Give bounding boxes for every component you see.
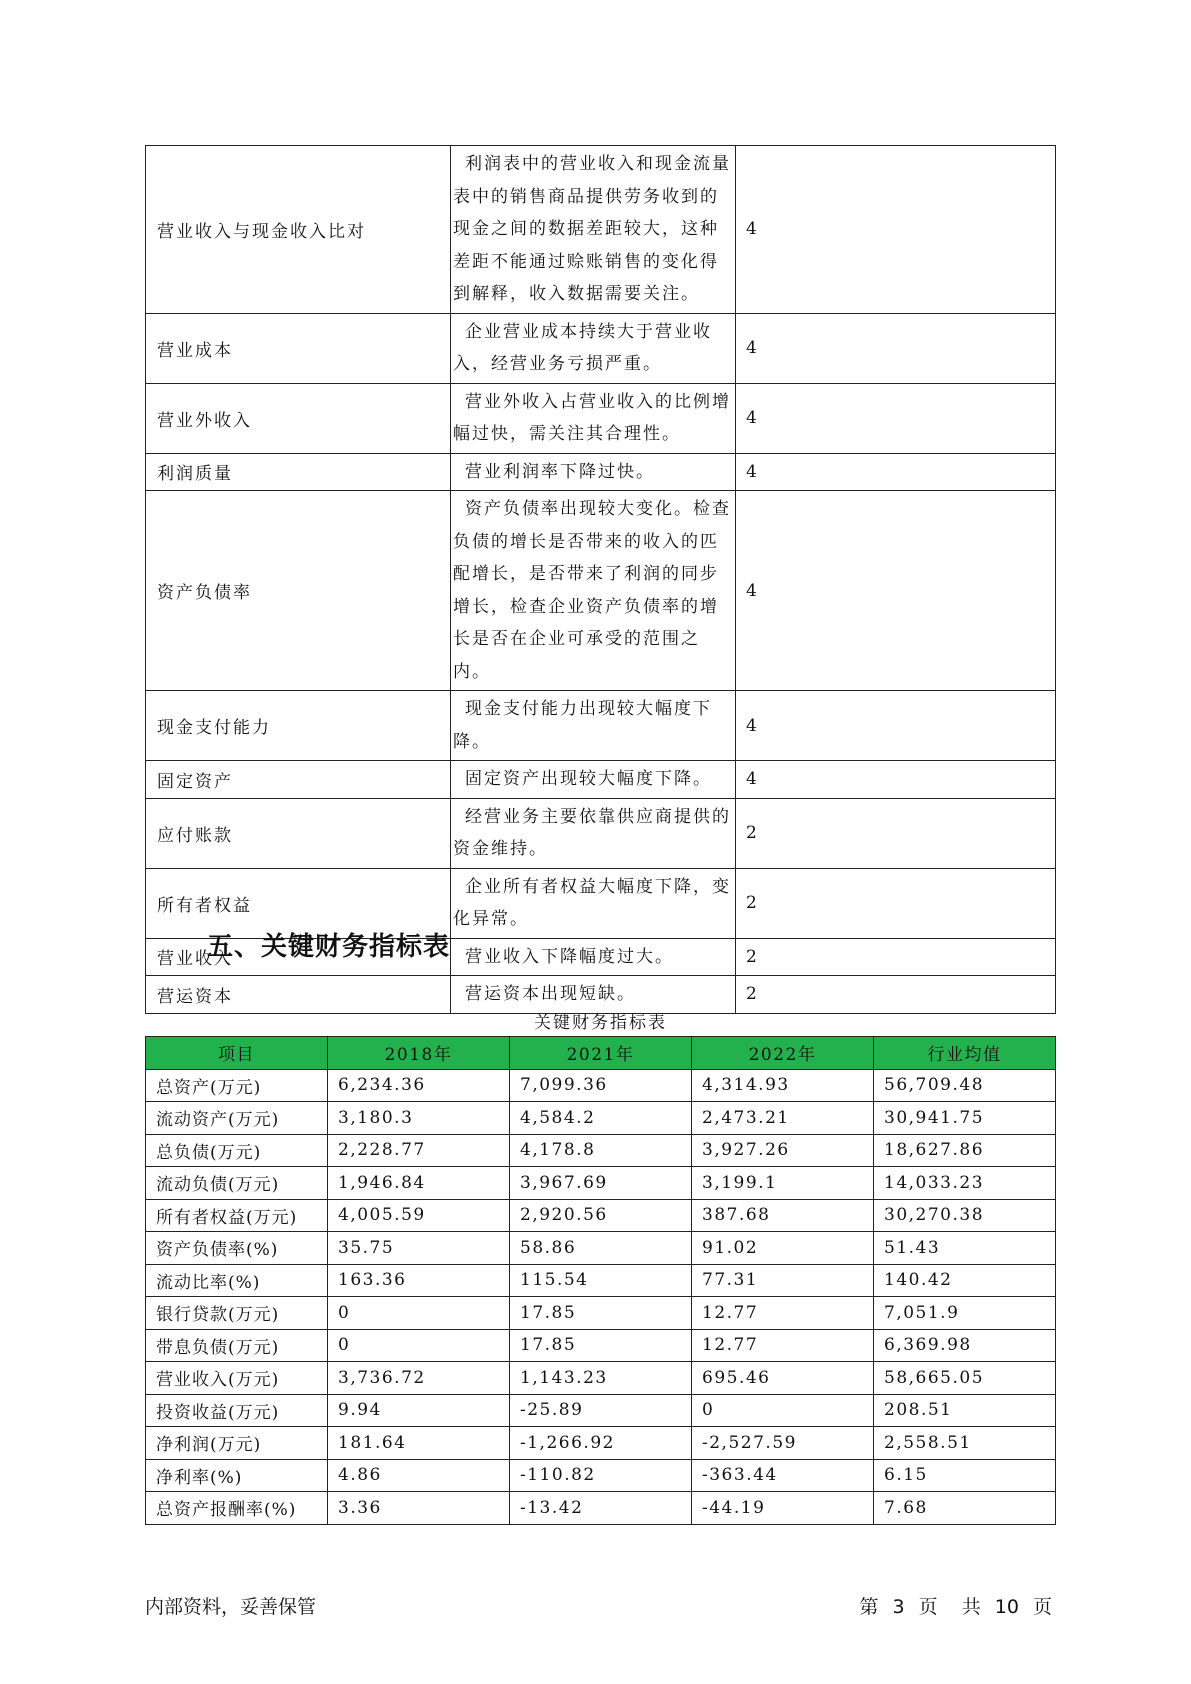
table-row (146, 1069, 1056, 1102)
risk-item: 现金支付能力 (146, 691, 451, 761)
risk-description-text: 企业营业成本持续大于营业收入，经营业务亏损严重。 (453, 321, 712, 374)
risk-description (451, 798, 736, 868)
table-cell: -44.19 (692, 1492, 874, 1525)
risk-description (451, 313, 736, 383)
table-row (146, 313, 1056, 383)
risk-description-text: 固定资产出现较大幅度下降。 (465, 769, 712, 789)
column-header: 2021年 (510, 1037, 692, 1070)
table-cell: 17.85 (510, 1297, 692, 1330)
row-label: 流动负债(万元) (146, 1167, 328, 1200)
table-cell: 1,143.23 (510, 1362, 692, 1395)
table-cell: 91.02 (692, 1232, 874, 1265)
table-cell: 17.85 (510, 1329, 692, 1362)
page-label: 第 (859, 1596, 879, 1618)
table-cell: 181.64 (328, 1427, 510, 1460)
table-cell: -2,527.59 (692, 1427, 874, 1460)
table-row (146, 1102, 1056, 1135)
table-cell: 4,584.2 (510, 1102, 692, 1135)
risk-item: 营运资本 (146, 976, 451, 1014)
risk-table-body (146, 146, 1056, 1014)
table-cell: 0 (328, 1329, 510, 1362)
risk-score: 2 (736, 798, 1056, 868)
risk-item: 利润质量 (146, 453, 451, 491)
risk-item: 营业成本 (146, 313, 451, 383)
table-cell: 2,473.21 (692, 1102, 874, 1135)
table-row (146, 1199, 1056, 1232)
table-cell: 14,033.23 (874, 1167, 1056, 1200)
risk-description-text: 企业所有者权益大幅度下降，变化异常。 (453, 876, 731, 929)
risk-score: 4 (736, 383, 1056, 453)
row-label: 投资收益(万元) (146, 1394, 328, 1427)
risk-description (451, 691, 736, 761)
table-cell: 77.31 (692, 1264, 874, 1297)
row-label: 总负债(万元) (146, 1134, 328, 1167)
risk-score: 2 (736, 868, 1056, 938)
table-cell: -25.89 (510, 1394, 692, 1427)
risk-item: 营业外收入 (146, 383, 451, 453)
table-row (146, 1232, 1056, 1265)
table-cell: 58,665.05 (874, 1362, 1056, 1395)
risk-item: 应付账款 (146, 798, 451, 868)
risk-description (451, 453, 736, 491)
risk-description-text: 营业收入下降幅度过大。 (465, 946, 674, 967)
table-cell: 3,180.3 (328, 1102, 510, 1135)
table-cell: 7,051.9 (874, 1297, 1056, 1330)
table-cell: 163.36 (328, 1264, 510, 1297)
table-row (146, 146, 1056, 314)
risk-score: 4 (736, 761, 1056, 799)
row-label: 资产负债率(%) (146, 1232, 328, 1265)
page-number (855, 1592, 1056, 1619)
page-label: 页 (918, 1596, 938, 1618)
table-cell: 0 (692, 1394, 874, 1427)
table-cell: 51.43 (874, 1232, 1056, 1265)
risk-description-text: 营业外收入占营业收入的比例增幅过快，需关注其合理性。 (453, 391, 731, 444)
risk-description-text: 资产负债率出现较大变化。检查负债的增长是否带来的收入的匹配增长，是否带来了利润的同步增长，检查企业资产负债率的增长是否在企业可承受的范围之内。 (453, 499, 731, 682)
risk-item: 资产负债率 (146, 491, 451, 691)
total-pages: 10 (994, 1596, 1019, 1618)
risk-description (451, 761, 736, 799)
risk-score: 2 (736, 938, 1056, 976)
current-page: 3 (892, 1596, 905, 1618)
table-cell: 6,234.36 (328, 1069, 510, 1102)
table-row (146, 1264, 1056, 1297)
risk-item: 所有者权益 (146, 868, 451, 938)
financial-indicators-table (145, 1036, 1056, 1525)
table-cell: 12.77 (692, 1297, 874, 1330)
table-cell: 9.94 (328, 1394, 510, 1427)
confidential-note: 内部资料，妥善保管 (145, 1596, 317, 1618)
table-row (146, 1329, 1056, 1362)
page-label: 页 (1032, 1596, 1052, 1618)
table-row (146, 383, 1056, 453)
table-cell: 56,709.48 (874, 1069, 1056, 1102)
table-row (146, 1459, 1056, 1492)
column-header: 2018年 (328, 1037, 510, 1070)
risk-score: 4 (736, 691, 1056, 761)
section-heading: 五、关键财务指标表 (207, 932, 451, 962)
column-header: 项目 (146, 1037, 328, 1070)
table-row (146, 1492, 1056, 1525)
row-label: 净利率(%) (146, 1459, 328, 1492)
risk-item: 固定资产 (146, 761, 451, 799)
table-cell: 115.54 (510, 1264, 692, 1297)
table-row (146, 1297, 1056, 1330)
risk-item: 营业收入与现金收入比对 (146, 146, 451, 314)
table-row (146, 491, 1056, 691)
table-header-row (146, 1037, 1056, 1070)
row-label: 流动比率(%) (146, 1264, 328, 1297)
table-row (146, 691, 1056, 761)
table-cell: 7,099.36 (510, 1069, 692, 1102)
table-row (146, 1394, 1056, 1427)
row-label: 营业收入(万元) (146, 1362, 328, 1395)
risk-description-text: 经营业务主要依靠供应商提供的资金维持。 (453, 806, 731, 859)
table-cell: 4.86 (328, 1459, 510, 1492)
table-cell: 3,927.26 (692, 1134, 874, 1167)
risk-description (451, 491, 736, 691)
table-cell: 1,946.84 (328, 1167, 510, 1200)
table-cell: 387.68 (692, 1199, 874, 1232)
table-cell: 2,228.77 (328, 1134, 510, 1167)
table-cell: 4,178.8 (510, 1134, 692, 1167)
risk-description (451, 938, 736, 976)
risk-description-text: 营业利润率下降过快。 (465, 461, 655, 482)
row-label: 银行贷款(万元) (146, 1297, 328, 1330)
table-cell: -1,266.92 (510, 1427, 692, 1460)
table-cell: 6.15 (874, 1459, 1056, 1492)
table-cell: 3,967.69 (510, 1167, 692, 1200)
table-cell: -13.42 (510, 1492, 692, 1525)
risk-score: 2 (736, 976, 1056, 1014)
risk-score: 4 (736, 491, 1056, 691)
risk-description-text: 营运资本出现短缺。 (465, 984, 636, 1004)
table-cell: 0 (328, 1297, 510, 1330)
table-cell: 35.75 (328, 1232, 510, 1265)
table-cell: 3,736.72 (328, 1362, 510, 1395)
table-cell: 7.68 (874, 1492, 1056, 1525)
table-cell: 12.77 (692, 1329, 874, 1362)
row-label: 带息负债(万元) (146, 1329, 328, 1362)
table-row (146, 1362, 1056, 1395)
table-cell: 4,005.59 (328, 1199, 510, 1232)
table-row (146, 453, 1056, 491)
table-row (146, 1167, 1056, 1200)
row-label: 总资产(万元) (146, 1069, 328, 1102)
table-cell: 208.51 (874, 1394, 1056, 1427)
table-cell: 3.36 (328, 1492, 510, 1525)
table-cell: 2,558.51 (874, 1427, 1056, 1460)
table-row (146, 1427, 1056, 1460)
risk-description (451, 146, 736, 314)
row-label: 总资产报酬率(%) (146, 1492, 328, 1525)
table-cell: -363.44 (692, 1459, 874, 1492)
risk-score: 4 (736, 146, 1056, 314)
table-cell: 30,270.38 (874, 1199, 1056, 1232)
risk-description (451, 383, 736, 453)
table-cell: 30,941.75 (874, 1102, 1056, 1135)
table-cell: 6,369.98 (874, 1329, 1056, 1362)
column-header: 2022年 (692, 1037, 874, 1070)
risk-indicator-table (145, 145, 1056, 1014)
table-body (146, 1069, 1056, 1524)
table-header (146, 1037, 1056, 1070)
table-cell: 18,627.86 (874, 1134, 1056, 1167)
table-cell: 695.46 (692, 1362, 874, 1395)
risk-score: 4 (736, 313, 1056, 383)
column-header: 行业均值 (874, 1037, 1056, 1070)
risk-description-text: 利润表中的营业收入和现金流量表中的销售商品提供劳务收到的现金之间的数据差距较大，这种差距不能通过赊账销售的变化得到解释，收入数据需要关注。 (453, 154, 731, 304)
risk-item: 营业收入 (146, 938, 451, 976)
table-cell: -110.82 (510, 1459, 692, 1492)
row-label: 净利润(万元) (146, 1427, 328, 1460)
page-label: 共 (961, 1596, 981, 1618)
row-label: 流动资产(万元) (146, 1102, 328, 1135)
risk-description-text: 现金支付能力出现较大幅度下降。 (453, 699, 712, 752)
table-cell: 140.42 (874, 1264, 1056, 1297)
table-cell: 58.86 (510, 1232, 692, 1265)
row-label: 所有者权益(万元) (146, 1199, 328, 1232)
table-cell: 3,199.1 (692, 1167, 874, 1200)
table-caption: 关键财务指标表 (534, 1013, 667, 1033)
table-cell: 4,314.93 (692, 1069, 874, 1102)
table-row (146, 1134, 1056, 1167)
table-row (146, 761, 1056, 799)
table-cell: 2,920.56 (510, 1199, 692, 1232)
risk-score: 4 (736, 453, 1056, 491)
table-row (146, 798, 1056, 868)
risk-description (451, 868, 736, 938)
